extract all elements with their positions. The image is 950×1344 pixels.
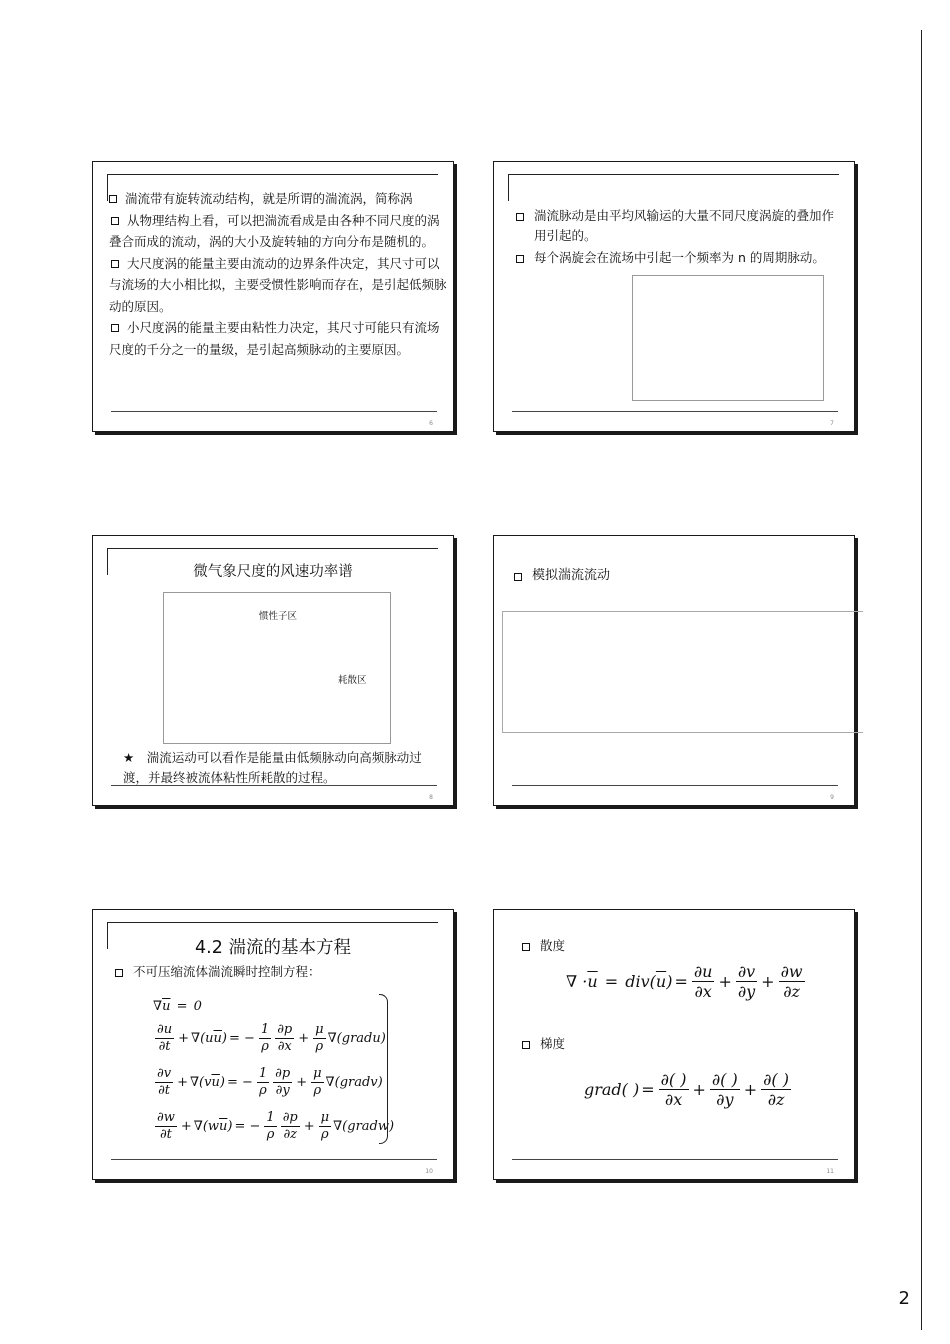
slide-6-bullet-3: 大尺度涡的能量主要由流动的边界条件决定，其尺寸可以与流场的大小相比拟，主要受惯性影响而存在，是引起低频脉动的原因。 (109, 253, 451, 318)
slide-8-title: 微气象尺度的风速功率谱 (193, 564, 353, 580)
slide-10-title: 4.2 湍流的基本方程 (195, 938, 351, 958)
slide-9-bullet: 模拟湍流流动 (514, 566, 610, 586)
momentum-equation-u: $\frac{\partial u}{\partial t}$ + ∇(u $\overline{u}$ ) = − $\frac{1}{\rho}$ $\frac{\partial p}{\partial x}$ + $\frac{\mu}{\rho}$ ∇(gradu) (157, 1021, 386, 1054)
navier-stokes-equations (153, 996, 395, 1148)
slide-footer-line (111, 785, 437, 786)
slide-11 (493, 909, 855, 1180)
slide-10 (92, 909, 454, 1180)
gradient-bullet: 梯度 (522, 1034, 565, 1054)
slide-9 (493, 535, 855, 806)
page-number: 2 (898, 1288, 910, 1309)
slide-number: 11 (826, 1168, 834, 1175)
page-right-rule (921, 30, 922, 1330)
spectrum-chart-placeholder (163, 592, 391, 744)
slide-footer-line (512, 785, 838, 786)
slide-10-subtitle: 不可压缩流体湍流瞬时控制方程： (115, 962, 321, 982)
slide-8-note: ★ 湍流运动可以看作是能量由低频脉动向高频脉动过渡，并最终被流体粘性所耗散的过程。 (123, 750, 422, 785)
equation-brace (379, 994, 388, 1144)
slide-7-bullet-1: 湍流脉动是由平均风输运的大量不同尺度涡旋的叠加作用引起的。 (516, 206, 834, 246)
slide-6-content (109, 188, 451, 360)
slide-corner-frame (508, 174, 839, 201)
slide-number: 6 (429, 420, 433, 427)
dissipation-range-label: 耗散区 (338, 675, 367, 686)
divergence-equation: ∇ · $\overline{u}$ = div( $\overline{u}$ ) = $\frac{\partial u}{\partial x}$ + $\frac{\partial v}{\partial y}$ + $\frac{\partial w}{\partial z}$ (566, 962, 803, 1001)
slide-number: 10 (425, 1168, 433, 1175)
gradient-equation: grad( ) = $\frac{\partial( )}{\partial x}$ + $\frac{\partial( )}{\partial y}$ + $\frac{\partial( )}{\partial z}$ (584, 1070, 789, 1109)
slide-footer-line (111, 411, 437, 412)
slide-footer-line (111, 1159, 437, 1160)
slide-number: 9 (830, 794, 834, 801)
inertial-subrange-label: 惯性子区 (259, 611, 298, 622)
animation-placeholder (502, 611, 863, 733)
slide-footer-line (512, 1159, 838, 1160)
slide-6-bullet-4: 小尺度涡的能量主要由粘性力决定，其尺寸可能只有流场尺度的千分之一的量级，是引起高频脉动的主要原因。 (109, 317, 451, 360)
slide-7-bullet-2: 每个涡旋会在流场中引起一个频率为 n 的周期脉动。 (516, 248, 834, 268)
momentum-equation-v: $\frac{\partial v}{\partial t}$ + ∇(v $\overline{u}$ ) = − $\frac{1}{\rho}$ $\frac{\partial p}{\partial y}$ + $\frac{\mu}{\rho}$ ∇(gradv) (157, 1065, 383, 1098)
slide-6-bullet-2: 从物理结构上看，可以把湍流看成是由各种不同尺度的涡叠合而成的流动，涡的大小及旋转轴的方向分布是随机的。 (109, 210, 451, 253)
divergence-bullet: 散度 (522, 936, 565, 956)
slide-7 (493, 161, 855, 432)
slide-6-bullet-1: 湍流带有旋转流动结构，就是所谓的湍流涡，简称涡 (109, 188, 451, 210)
momentum-equation-w: $\frac{\partial w}{\partial t}$ + ∇(w $\overline{u}$ ) = − $\frac{1}{\rho}$ $\frac{\partial p}{\partial z}$ + $\frac{\mu}{\rho}$ ∇(gradw) (157, 1109, 395, 1142)
continuity-equation: ∇ $\overline{u}$ = 0 (153, 998, 202, 1014)
slide-number: 8 (429, 794, 433, 801)
image-placeholder (632, 275, 824, 401)
slide-7-content (516, 206, 834, 270)
slide-8 (92, 535, 454, 806)
slide-number: 7 (830, 420, 834, 427)
slide-footer-line (512, 411, 838, 412)
slide-6 (92, 161, 454, 432)
